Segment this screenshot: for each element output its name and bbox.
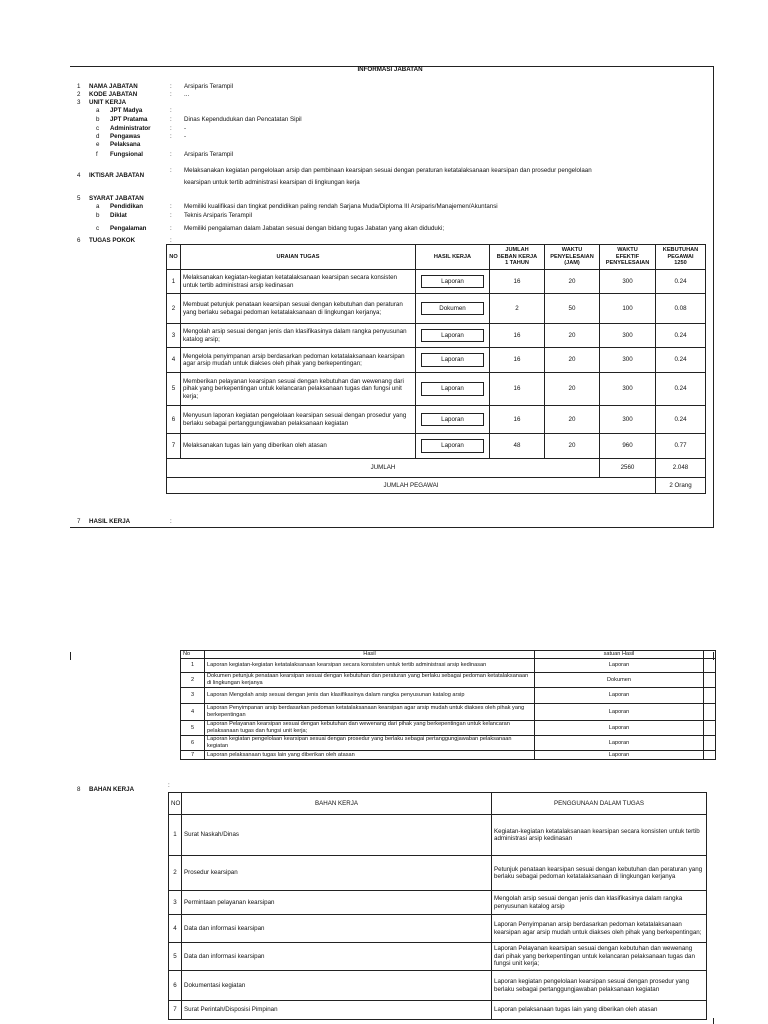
jumlah-row	[167, 459, 706, 478]
field-label: TUGAS POKOK	[89, 237, 136, 244]
table-row: 3 Laporan Mengolah arsip sesuai dengan jenis dan klasifikasinya dalam rangka penyusunan katalog arsip Laporan	[181, 688, 716, 704]
table-row: 7 Surat Perintah/Disposisi Pimpinan Laporan pelaksanaan tugas lain yang diberikan oleh atasan	[169, 1001, 707, 1020]
field-label: HASIL KERJA	[89, 518, 131, 525]
ikhtisar-line-2: kearsipan untuk tertib administrasi kearsipan di lingkungan kerja	[184, 179, 360, 186]
sub-letter: c	[96, 125, 100, 132]
sub-letter: d	[96, 133, 100, 140]
field-colon: :	[170, 151, 172, 158]
table-row: 1 Laporan kegiatan-kegiatan ketatalaksanaan kearsipan secara konsisten untuk tertib administrasi arsip kedinasan Laporan	[181, 659, 716, 673]
col-hasil: Hasil	[205, 651, 535, 659]
field-colon: :	[170, 237, 172, 244]
table-header-row	[181, 651, 716, 659]
table-row: 4 Mengelola penyimpanan arsip berdasarkan pedoman ketatalaksanaan kearsipan agar arsip mudah untuk diakses oleh pihak yang berkepentingan; Laporan 16 20 300 0.24	[167, 348, 706, 373]
table-row: 7 Laporan pelaksanaan tugas lain yang diberikan oleh atasan Laporan	[181, 751, 716, 760]
sub-letter: b	[96, 116, 100, 123]
sub-value: -	[184, 125, 187, 132]
col-waktu: WAKTU PENYELESAIAN (JAM)	[545, 245, 600, 270]
page-2-bottom-mark	[713, 1018, 714, 1024]
page-1-bottom-border	[70, 527, 714, 528]
jumlah-efektif: 2560	[600, 459, 656, 478]
item-number: 2	[77, 91, 81, 98]
sub-letter: a	[96, 203, 100, 210]
sub-letter: a	[96, 107, 100, 114]
table-row: 7 Melaksanakan tugas lain yang diberikan oleh atasan Laporan 48 20 960 0.77	[167, 434, 706, 459]
col-efektif: WAKTU EFEKTIF PENYELESAIAN	[600, 245, 656, 270]
jumlah-pegawai-row	[167, 478, 706, 494]
table-row: 2 Dokumen petunjuk penataan kearsipan sesuai dengan kebutuhan dan peraturan yang berlaku sebagai pedoman ketatalaksanaan di lingkungan kerjanya Dokumen	[181, 673, 716, 688]
sub-value: -	[184, 133, 187, 140]
jumlah-kebutuhan: 2.048	[656, 459, 706, 478]
item-number: 6	[77, 237, 81, 244]
sub-letter: f	[96, 151, 98, 158]
table-row: 1 Surat Naskah/Dinas Kegiatan-kegiatan ketatalaksanaan kearsipan secara konsisten untuk tertib administrasi arsip kedinasan	[169, 815, 707, 856]
col-hasil: HASIL KERJA	[416, 245, 490, 270]
item-number: 7	[77, 518, 81, 525]
hasil-kerja-table	[180, 650, 716, 760]
item-number: 4	[77, 172, 81, 179]
table-row: 6 Laporan kegiatan pengelolaan kearsipan sesuai dengan prosedur yang berlaku sebagai pertanggungjawaban pelaksanaan kegiatan Laporan	[181, 736, 716, 751]
table-row: 6 Dokumentasi kegiatan Laporan kegiatan pengelolaan kearsipan sesuai dengan prosedur yang berlaku sebagai pertanggungjawaban pelaksanaan kegiatan	[169, 971, 707, 1001]
sub-label: Pelaksana	[110, 141, 141, 148]
field-colon: :	[170, 133, 172, 140]
item-number: 8	[77, 786, 81, 793]
table-row: 4 Data dan informasi kearsipan Laporan Penyimpanan arsip berdasarkan pedoman ketatalaksanaan kearsipan agar arsip mudah untuk diakses oleh pihak yang berkepentingan;	[169, 915, 707, 943]
sub-label: Pendidikan	[110, 203, 144, 210]
table-row: 5 Memberikan pelayanan kearsipan sesuai dengan kebutuhan dan wewenang dari pihak yang berkepentingan untuk kelancaran pelaksanaan tugas dan fungsi unit kerja; Laporan 16 20 300 0.24	[167, 373, 706, 406]
sub-letter: e	[96, 141, 100, 148]
sub-label: Pengawas	[110, 133, 141, 140]
field-label: SYARAT JABATAN	[89, 195, 144, 202]
field-value: ...	[184, 91, 190, 98]
col-satuan: satuan Hasil	[535, 651, 704, 659]
sub-value: Dinas Kependudukan dan Pencatatan Sipil	[184, 116, 302, 123]
document-title: INFORMASI JABATAN	[357, 66, 423, 73]
syarat-diklat: Teknis Arsiparis Terampil	[184, 212, 252, 219]
sub-label: Administrator	[110, 125, 151, 132]
field-colon: :	[170, 83, 172, 90]
sub-letter: b	[96, 212, 100, 219]
sub-label: Pengalaman	[110, 225, 147, 232]
sub-label: JPT Pratama	[110, 116, 148, 123]
col-no: NO	[169, 793, 182, 815]
sub-letter: c	[96, 225, 100, 232]
col-beban: JUMLAH BEBAN KERJA 1 TAHUN	[490, 245, 545, 270]
field-colon: :	[170, 212, 172, 219]
table-row: 6 Menyusun laporan kegiatan pengelolaan kearsipan sesuai dengan prosedur yang berlaku sebagai pertanggungjawaban pelaksanaan kegiatan Laporan 16 20 300 0.24	[167, 406, 706, 434]
field-value: Arsiparis Terampil	[184, 83, 234, 90]
field-label: KODE JABATAN	[89, 91, 138, 98]
field-label: NAMA JABATAN	[89, 83, 138, 90]
table-row: 2 Prosedur kearsipan Petunjuk penataan kearsipan sesuai dengan kebutuhan dan peraturan yang berlaku sebagai pedoman ketatalaksanaan di lingkungan kerjanya	[169, 856, 707, 891]
field-colon: :	[170, 203, 172, 210]
table-row: 4 Laporan Penyimpanan arsip berdasarkan pedoman ketatalaksanaan kearsipan agar arsip mudah untuk diakses oleh pihak yang berkepentingan Laporan	[181, 704, 716, 721]
col-uraian: URAIAN TUGAS	[181, 245, 416, 270]
col-no: No	[181, 651, 205, 659]
field-colon: :	[170, 91, 172, 98]
sub-label: Diklat	[110, 212, 127, 219]
col-penggunaan: PENGGUNAAN DALAM TUGAS	[492, 793, 707, 815]
sub-label: Fungsional	[110, 151, 143, 158]
table-header-row	[169, 793, 707, 815]
item-number: 5	[77, 195, 81, 202]
jumlah-pegawai-label: JUMLAH PEGAWAI	[167, 478, 656, 494]
table-row: 3 Permintaan pelayanan kearsipan Mengolah arsip sesuai dengan jenis dan klasifikasinya dalam rangka penyusunan katalog arsip	[169, 891, 707, 915]
col-no: NO	[167, 245, 181, 270]
field-colon: :	[170, 167, 172, 174]
col-bahan: BAHAN KERJA	[182, 793, 492, 815]
sub-value: Arsiparis Terampil	[184, 151, 234, 158]
page-2-left-mark	[70, 652, 71, 660]
sub-label: JPT Madya	[110, 107, 143, 114]
field-colon: :	[170, 107, 172, 114]
jumlah-pegawai-value: 2 Orang	[656, 478, 706, 494]
field-colon: :	[170, 518, 172, 525]
tugas-pokok-table	[166, 244, 706, 494]
col-kebutuhan: KEBUTUHAN PEGAWAI 1250	[656, 245, 706, 270]
field-colon: :	[170, 225, 172, 232]
field-colon: :	[170, 116, 172, 123]
table-row: 5 Data dan informasi kearsipan Laporan Pelayanan kearsipan sesuai dengan kebutuhan dan wewenang dari pihak yang berkepentingan untuk kelancaran pelaksanaan tugas dan fungsi unit kerja;	[169, 943, 707, 971]
bahan-kerja-table	[168, 792, 707, 1020]
table-row: 3 Mengolah arsip sesuai dengan jenis dan klasifikasinya dalam rangka penyusunan katalog arsip; Laporan 16 20 300 0.24	[167, 324, 706, 348]
syarat-pengalaman: Memiliki pengalaman dalam Jabatan sesuai dengan bidang tugas Jabatan yang akan diduduki;	[184, 225, 445, 232]
jumlah-label: JUMLAH	[167, 459, 600, 478]
field-label: BAHAN KERJA	[89, 786, 135, 793]
syarat-pendidikan: Memiliki kualifikasi dan tingkat pendidikan paling rendah Sarjana Muda/Diploma III Arsiparis/Manajemen/Akuntansi	[184, 203, 498, 210]
page-1-right-border	[713, 66, 714, 528]
field-label: UNIT KERJA	[89, 99, 127, 106]
field-colon: :	[168, 782, 170, 789]
item-number: 3	[77, 99, 81, 106]
field-colon: :	[170, 125, 172, 132]
table-row: 5 Laporan Pelayanan kearsipan sesuai dengan kebutuhan dan wewenang dari pihak yang berkepentingan untuk kelancaran pelaksanaan tugas dan fungsi unit kerja; Laporan	[181, 721, 716, 736]
field-label: IKTISAR JABATAN	[89, 172, 145, 179]
ikhtisar-line-1: Melaksanakan kegiatan pengelolaan arsip dan pembinaan kearsipan sesuai dengan peraturan ketatalaksanaan kearsipan dan prosedur pengelolaan	[184, 167, 592, 174]
table-row: 1 Melaksanakan kegiatan-kegiatan ketatalaksanaan kearsipan secara konsisten untuk tertib administrasi arsip kedinasan Laporan 16 20 300 0.24	[167, 270, 706, 294]
table-header-row	[167, 245, 706, 270]
table-row: 2 Membuat petunjuk penataan kearsipan sesuai dengan kebutuhan dan peraturan yang berlaku sebagai pedoman ketatalaksanaan di lingkungan kerjanya; Dokumen 2 50 100 0.08	[167, 294, 706, 324]
item-number: 1	[77, 83, 81, 90]
